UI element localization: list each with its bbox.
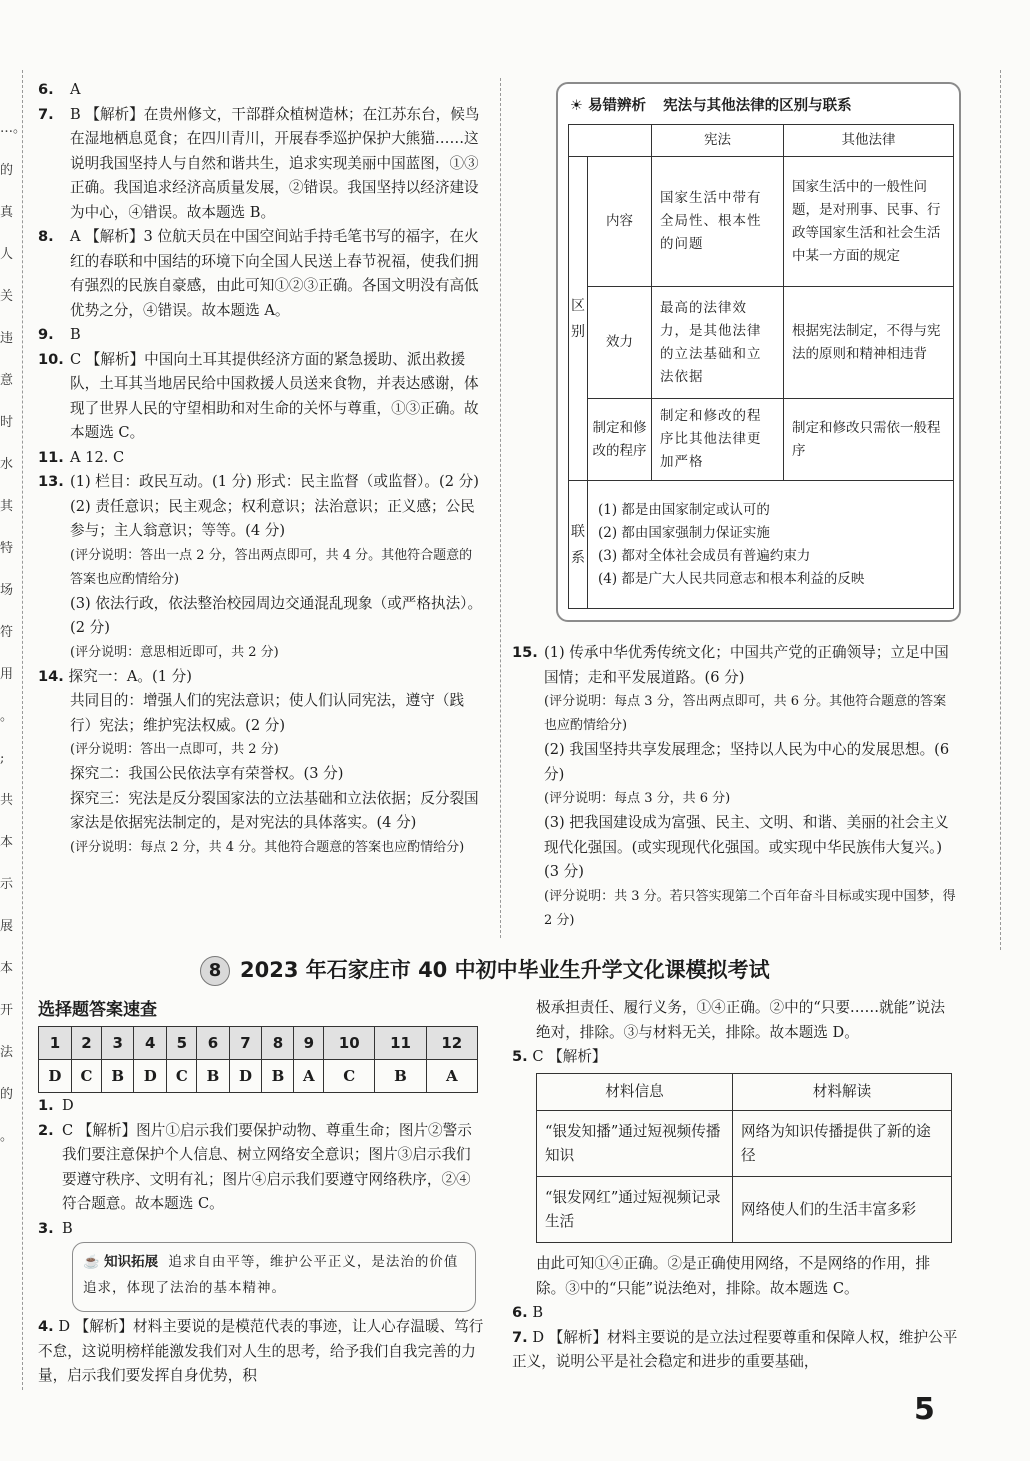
compare-cell: 制定和修改的程序比其他法律更加严格: [652, 399, 784, 481]
question-text: A 【解析】3 位航天员在中国空间站手持毛笔书写的福字，在火红的春联和中国结的环境下向全国人民送上春节祝福，使我们拥有强烈的民族自豪感，由此可知①②③正确。各国文明没有高低优势之分，④错误。故本题选 A。: [70, 228, 479, 319]
answer-key-answer: B: [375, 1060, 426, 1093]
answer-key-number: 7: [229, 1027, 262, 1060]
question-text: C 【解析】图片①启示我们要保护动物、尊重生命；图片②警示我们要注意保护个人信息、树立网络安全意识；图片③启示我们要遵守秩序、文明有礼；图片④启示我们要遵守网络秩序，②④符合题意。故本题选 C。: [62, 1121, 472, 1212]
question-number: 9.: [38, 326, 54, 343]
section-title: [200, 956, 770, 986]
link-item: (2) 都由国家强制力保证实施: [598, 524, 770, 541]
q14-number: 14.: [38, 667, 64, 685]
edge-fragment: 其: [0, 499, 14, 514]
material-head: 材料信息: [537, 1074, 733, 1111]
question-number: 6.: [38, 81, 54, 98]
compare-cell: 制定和修改只需依一般程序: [784, 399, 954, 481]
link-char: 系: [571, 549, 585, 566]
question-number: 7.: [38, 105, 54, 123]
question-item: [38, 323, 484, 348]
compare-group-label: [569, 157, 588, 481]
q13-line: (2) 责任意识；民主观念；权利意识；法治意识；正义感；公民参与；主人翁意识；等等。(4 分): [70, 497, 475, 539]
edge-fragment: 。: [0, 709, 14, 724]
q7-text: D 【解析】材料主要说的是立法过程要尊重和保障人权，维护公平正义，说明公平是社会稳定和进步的重要基础，: [512, 1328, 958, 1370]
q6-number: 6.: [512, 1304, 528, 1321]
q7-number: 7.: [512, 1328, 528, 1346]
teacup-icon: ☕: [83, 1254, 100, 1270]
link-item: (4) 都是广大人民共同意志和根本利益的反映: [598, 570, 865, 587]
answer-key-answer: B: [262, 1060, 294, 1093]
lower-right-rest: [512, 1252, 958, 1375]
compare-cell: 国家生活中带有全局性、根本性的问题: [652, 157, 784, 287]
question-number: 1.: [38, 1097, 54, 1114]
edge-fragment: 场: [0, 583, 14, 598]
material-head: 材料解读: [733, 1074, 952, 1111]
link-char: 联: [571, 523, 585, 540]
answer-key-answer: D: [39, 1060, 72, 1093]
q15: [512, 641, 958, 933]
q5-number: 5.: [512, 1048, 528, 1065]
answer-key-number: 12: [426, 1027, 477, 1060]
question-number: 2.: [38, 1121, 54, 1139]
q14: [38, 665, 484, 860]
material-table: [536, 1073, 952, 1243]
q5-conclusion: 由此可知①④正确。②是正确使用网络，不是网络的作用，排除。③中的“只能”说法绝对，排除。故本题选 C。: [536, 1255, 931, 1297]
q13-line: (3) 依法行政，依法整治校园周边交通混乱现象（或严格执法）。(2 分): [70, 594, 483, 636]
group-char: 区: [571, 297, 585, 314]
q15-line: (评分说明：每点 3 分，答出两点即可，共 6 分。其他符合题意的答案也应酌情给分): [544, 694, 947, 733]
compare-table: [568, 124, 954, 609]
answer-key-number: 8: [262, 1027, 294, 1060]
right-divider: [1000, 70, 1001, 950]
q4: [38, 1315, 484, 1389]
lightbulb-icon: ☀: [570, 98, 583, 114]
left-edge-fragments: [0, 120, 27, 1170]
edge-fragment: 共: [0, 793, 14, 808]
answer-key-number: 6: [197, 1027, 229, 1060]
edge-fragment: 关: [0, 289, 14, 304]
question-number: 13.: [38, 473, 64, 490]
edge-fragment: 特: [0, 541, 14, 556]
material-cell: “银发知播”通过短视频传播知识: [537, 1111, 733, 1177]
q5-text: C 【解析】: [532, 1048, 607, 1065]
edge-fragment: 真: [0, 205, 14, 220]
tip-box: [72, 1242, 476, 1312]
column-divider: [500, 78, 501, 938]
edge-fragment: 水: [0, 457, 14, 472]
lower-left-column: [38, 1094, 484, 1241]
link-item: (1) 都是由国家制定或认可的: [598, 501, 770, 518]
q4-number: 4.: [38, 1318, 54, 1335]
compare-cell: 国家生活中的一般性问题，是对刑事、民事、行政等国家生活和社会生活中某一方面的规定: [784, 157, 954, 287]
q14-line: 探究三：宪法是反分裂国家法的立法基础和立法依据；反分裂国家法是依据宪法制定的，是对宪法的具体落实。(4 分): [70, 789, 479, 831]
compare-cell: 根据宪法制定，不得与宪法的原则和精神相违背: [784, 287, 954, 399]
answer-key-answer: B: [197, 1060, 229, 1093]
question-item: [38, 78, 484, 103]
compare-box: [556, 82, 961, 622]
material-cell: “银发网红”通过短视频记录生活: [537, 1177, 733, 1243]
answer-key-answer: C: [71, 1060, 101, 1093]
question-text: B: [70, 326, 81, 343]
edge-fragment: 法: [0, 1045, 14, 1060]
answer-key-table: [38, 1026, 478, 1093]
edge-fragment: 展: [0, 919, 14, 934]
q13-line: (评分说明：答出一点 2 分，答出两点即可，共 4 分。其他符合题意的答案也应酌情给分): [70, 547, 473, 587]
upper-left-column: [38, 78, 484, 860]
edge-fragment: 。: [0, 1129, 14, 1144]
page-number: 5: [914, 1392, 935, 1427]
edge-fragment: 的: [0, 163, 14, 178]
answer-key-answer: B: [102, 1060, 134, 1093]
answer-key-number: 9: [294, 1027, 324, 1060]
compare-head-constitution: 宪法: [652, 125, 784, 157]
group-char: 别: [571, 323, 585, 340]
answer-key-answer: C: [324, 1060, 375, 1093]
compare-link-text: [571, 519, 585, 571]
q14-line: (评分说明：每点 2 分，共 4 分。其他符合题意的答案也应酌情给分): [70, 839, 465, 855]
question-text: (1) 栏目：政民互动。(1 分) 形式：民主监督（或监督）。(2 分): [70, 473, 479, 490]
q14-first: 探究一：A。(1 分): [68, 667, 192, 685]
answer-key-answer: A: [294, 1060, 324, 1093]
question-text: D: [62, 1097, 74, 1114]
material-cell: 网络为知识传播提供了新的途径: [733, 1111, 952, 1177]
compare-tag: 易错辨析: [588, 98, 647, 114]
answer-key-answer: D: [134, 1060, 167, 1093]
question-number: 3.: [38, 1219, 54, 1237]
edge-fragment: 开: [0, 1003, 14, 1018]
edge-divider: [22, 70, 23, 1390]
answer-key-number: 11: [375, 1027, 426, 1060]
q15-line: (评分说明：共 3 分。若只答实现第二个百年奋斗目标或实现中国梦，得 2 分): [544, 888, 956, 928]
lower-right-column: [512, 996, 958, 1070]
q14-line: 共同目的：增强人们的宪法意识；使人们认同宪法，遵守（践行）宪法；维护宪法权威。(2 分): [70, 692, 465, 734]
q6-text: B: [532, 1304, 544, 1321]
link-item: (3) 都对全体社会成员有普遍约束力: [598, 547, 811, 564]
answer-key-number: 3: [102, 1027, 134, 1060]
edge-fragment: 本: [0, 835, 14, 850]
q14-line: (评分说明：答出一点即可，共 2 分): [70, 742, 279, 757]
question-item: [38, 225, 484, 323]
question-item: [38, 1094, 484, 1119]
answer-key-title: 选择题答案速查: [38, 1000, 157, 1020]
question-text: B: [62, 1219, 73, 1237]
question-item: [38, 470, 484, 495]
edge-fragment: 本: [0, 961, 14, 976]
edge-fragment: 用: [0, 667, 14, 682]
edge-fragment: 意: [0, 373, 14, 388]
answer-key: [38, 996, 484, 1093]
edge-fragment: 违: [0, 331, 14, 346]
edge-fragment: 的: [0, 1087, 14, 1102]
edge-fragment: 人: [0, 247, 14, 262]
question-number: 11.: [38, 448, 64, 466]
question-text: A 12. C: [70, 448, 125, 466]
q13-line: (评分说明：意思相近即可，共 2 分): [70, 644, 279, 660]
compare-row-key: 内容: [588, 157, 652, 287]
question-item: [38, 446, 484, 471]
answer-key-number: 10: [324, 1027, 375, 1060]
answer-key-answer: A: [426, 1060, 477, 1093]
q4-continued: 极承担责任、履行义务，①④正确。②中的“只要……就能”说法绝对，排除。③与材料无关，排除。故本题选 D。: [536, 999, 945, 1041]
question-item: [38, 348, 484, 446]
compare-title: 宪法与其他法律的区别与联系: [663, 98, 852, 114]
question-number: 8.: [38, 228, 54, 245]
question-item: [38, 1217, 484, 1242]
edge-fragment: …。: [0, 121, 27, 136]
edge-fragment: 示: [0, 877, 14, 892]
edge-fragment: ;: [0, 751, 5, 766]
compare-link-label: [569, 481, 588, 609]
compare-head-other-laws: 其他法律: [784, 125, 954, 157]
compare-group-text: [571, 293, 585, 345]
answer-key-number: 1: [39, 1027, 72, 1060]
question-item: [38, 103, 484, 226]
answer-key-number: 2: [71, 1027, 101, 1060]
compare-row-key: 制定和修改的程序: [588, 399, 652, 481]
answer-key-number: 5: [167, 1027, 197, 1060]
compare-cell: 最高的法律效力，是其他法律的立法基础和立法依据: [652, 287, 784, 399]
compare-row-key: 效力: [588, 287, 652, 399]
tip-label: 知识拓展: [104, 1254, 159, 1270]
q14-line: 探究二：我国公民依法享有荣誉权。(3 分): [70, 765, 344, 782]
section-badge: 8: [200, 956, 230, 986]
question-text: A: [70, 81, 81, 98]
question-text: C 【解析】中国向土耳其提供经济方面的紧急援助、派出救援队，土耳其当地居民给中国救援人员送来食物，并表达感谢，体现了世界人民的守望相助和对生命的关怀与尊重，①③正确。故本题选 C。: [70, 350, 479, 441]
answer-key-answer: D: [229, 1060, 262, 1093]
question-text: B 【解析】在贵州修文，干部群众植树造林；在江苏东台，候鸟在湿地栖息觅食；在四川青川，开展春季巡护保护大熊猫……这说明我国坚持人与自然和谐共生，追求实现美丽中国蓝图，①③正确。我国追求经济高质量发展，②错误。我国坚持以经济建设为中心，④错误。故本题选 B。: [70, 105, 480, 221]
answer-key-answer: C: [167, 1060, 197, 1093]
question-item: [38, 1119, 484, 1217]
material-cell: 网络使人们的生活丰富多彩: [733, 1177, 952, 1243]
edge-fragment: 符: [0, 625, 14, 640]
q4-text: D 【解析】材料主要说的是模范代表的事迹，让人心存温暖、笃行不怠，这说明榜样能激发我们对人生的思考，给予我们自我完善的力量，启示我们要发挥自身优势，积: [38, 1318, 484, 1384]
q15-line: (1) 传承中华优秀传统文化；中国共产党的正确领导；立足中国国情；走和平发展道路。(6 分): [544, 644, 949, 686]
q15-number: 15.: [512, 644, 538, 661]
q15-line: (3) 把我国建设成为富强、民主、文明、和谐、美丽的社会主义现代化强国。(或实现现代化强国。或实现中华民族伟大复兴。) (3 分): [544, 814, 949, 880]
compare-links: [588, 481, 954, 609]
question-number: 10.: [38, 350, 64, 368]
section-title-text: 2023 年石家庄市 40 中初中毕业生升学文化课模拟考试: [240, 958, 770, 982]
q15-line: (评分说明：每点 3 分，共 6 分): [544, 791, 731, 806]
answer-key-number: 4: [134, 1027, 167, 1060]
edge-fragment: 时: [0, 415, 14, 430]
compare-header: [570, 94, 852, 119]
tip-text: 追求自由平等，维护公平正义，是法治的价值追求，体现了法治的基本精神。: [83, 1254, 459, 1296]
q15-line: (2) 我国坚持共享发展理念；坚持以人民为中心的发展思想。(6 分): [544, 741, 950, 783]
